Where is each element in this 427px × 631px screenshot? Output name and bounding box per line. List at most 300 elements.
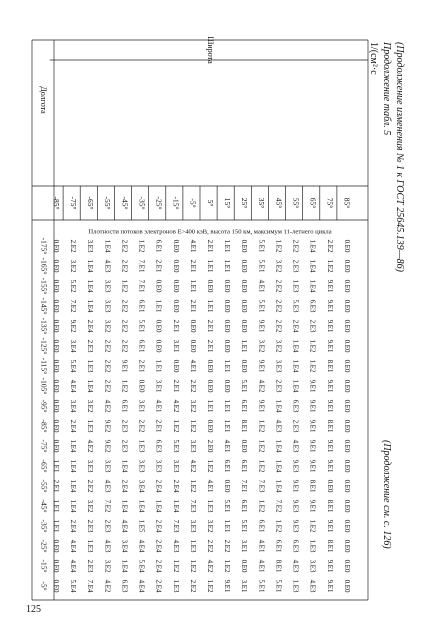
table-cell: 5.E4 — [69, 579, 77, 593]
table-cell: 0.E0 — [51, 539, 59, 553]
table-cell: 2.E4 — [120, 479, 128, 493]
table-cell: 7.E1 — [137, 279, 145, 293]
table-cell: 0.E0 — [205, 359, 213, 373]
table-cell: 9.E1 — [325, 279, 333, 293]
table-cell: 5.E1 — [274, 579, 282, 593]
latitude-header: -35° — [137, 196, 147, 210]
table-cell: 2.E4 — [154, 519, 162, 533]
longitude-label: -155° — [39, 277, 49, 295]
table-cell: 6.E1 — [137, 299, 145, 313]
latitude-header: 45° — [274, 197, 284, 209]
table-cell: 4.E4 — [137, 539, 145, 553]
table-cell: 0.E0 — [154, 319, 162, 333]
table-cell: 5.E4 — [69, 359, 77, 373]
table-cell: 0.E0 — [51, 259, 59, 273]
table-cell: 7.E3 — [188, 499, 196, 513]
table-cell: 0.E0 — [223, 339, 231, 353]
table-cell: 6.E1 — [223, 459, 231, 473]
table-cell: 3.E3 — [154, 459, 162, 473]
table-cell: 2.E4 — [69, 519, 77, 533]
longitude-label: -5° — [39, 581, 49, 591]
table-cell: 0.E0 — [342, 259, 350, 273]
table-cell: 2.E2 — [120, 299, 128, 313]
table-cell: 9.E2 — [103, 419, 111, 433]
table-cell: 1.E2 — [188, 419, 196, 433]
table-cell: 1.E4 — [69, 439, 77, 453]
table-cell: 2.E3 — [274, 379, 282, 393]
table-cell: 5.E1 — [257, 239, 265, 253]
table-cell: 4.E2 — [188, 459, 196, 473]
table-cell: 9.E1 — [325, 339, 333, 353]
table-cell: 9.E1 — [257, 319, 265, 333]
table-cell: 0.E0 — [240, 239, 248, 253]
table-cell: 1.E4 — [291, 379, 299, 393]
table-cell: 5.E3 — [291, 299, 299, 313]
table-cell: 1.E2 — [188, 479, 196, 493]
table-cell: 0.E0 — [342, 579, 350, 593]
table-cell: 0.E0 — [240, 279, 248, 293]
table-cell: 0.E0 — [51, 359, 59, 373]
table-cell: 1.E2 — [257, 499, 265, 513]
latitude-header: -5° — [188, 198, 198, 208]
latitude-header: 15° — [222, 197, 232, 209]
table-cell: 6.E1 — [240, 499, 248, 513]
latitude-header: 55° — [291, 197, 301, 209]
table-cell: 7.E1 — [137, 259, 145, 273]
table-cell: 0.E0 — [51, 319, 59, 333]
table-cell: 0.E0 — [51, 419, 59, 433]
table-cell: 8.E1 — [325, 359, 333, 373]
table-cell: 1.E4 — [308, 239, 316, 253]
table-cell: 9.E1 — [325, 299, 333, 313]
table-cell: 8.E1 — [274, 559, 282, 573]
table-cell: 1.E3 — [308, 539, 316, 553]
table-cell: 9.E1 — [325, 399, 333, 413]
table-cell: 1.E1 — [205, 299, 213, 313]
table-cell: 9.E3 — [291, 459, 299, 473]
table-cell: 3.E1 — [240, 539, 248, 553]
table-cell: 0.E0 — [171, 279, 179, 293]
table-cell: 2.E2 — [291, 239, 299, 253]
table-cell: 5.E3 — [171, 439, 179, 453]
table-cell: 1.E1 — [205, 399, 213, 413]
table-cell: 0.E0 — [154, 339, 162, 353]
table-cell: 1.E2 — [223, 559, 231, 573]
latitude-header: 85° — [342, 197, 352, 209]
table-cell: 1.E3 — [188, 539, 196, 553]
table-cell: 1.E5 — [137, 519, 145, 533]
latitude-header: 5° — [205, 199, 215, 207]
table-cell: 1.E2 — [120, 379, 128, 393]
table-cell: 1.E4 — [86, 299, 94, 313]
table-cell: 4.E1 — [257, 559, 265, 573]
table-cell: 3.E4 — [69, 339, 77, 353]
table-cell: 1.E2 — [188, 559, 196, 573]
table-cell: 4.E1 — [257, 539, 265, 553]
table-cell: 0.E0 — [205, 419, 213, 433]
table-cell: 4.E1 — [188, 239, 196, 253]
table-cell: 0.E0 — [240, 359, 248, 373]
table-cell: 0.E0 — [51, 559, 59, 573]
table-cell: 0.E0 — [342, 359, 350, 373]
table-cell: 0.E0 — [51, 379, 59, 393]
latitude-header: -55° — [103, 196, 113, 210]
table-cell: 3.E3 — [86, 239, 94, 253]
table-cell: 1.E4 — [103, 239, 111, 253]
table-cell: 9.E1 — [308, 459, 316, 473]
table-cell: 1.E2 — [257, 459, 265, 473]
table-cell: 1.E4 — [69, 459, 77, 473]
table-cell: 5.E1 — [137, 319, 145, 333]
table-cell: 3.E3 — [171, 459, 179, 473]
table-cell: 1.E1 — [51, 499, 59, 513]
table-cell: 9.E1 — [325, 459, 333, 473]
table-cell: 2.E1 — [154, 419, 162, 433]
table-cell: 3.E3 — [274, 359, 282, 373]
table-cell: 9.E1 — [308, 499, 316, 513]
table-cell: 0.E0 — [240, 299, 248, 313]
table-cell: 8.E1 — [240, 419, 248, 433]
latitude-group-header: Широта — [206, 36, 216, 64]
table-cell: 4.E2 — [257, 379, 265, 393]
table-cell: 2.E1 — [137, 359, 145, 373]
table-cell: 2.E3 — [308, 319, 316, 333]
table-cell: 6.E3 — [308, 299, 316, 313]
table-cell: 1.E3 — [86, 419, 94, 433]
table-cell: 3.E2 — [103, 319, 111, 333]
table-cell: 3.E2 — [86, 499, 94, 513]
table-cell: 0.E0 — [240, 259, 248, 273]
table-cell: 4.E2 — [205, 559, 213, 573]
table-cell: 9.E1 — [308, 439, 316, 453]
table-cell: 9.E1 — [325, 559, 333, 573]
table-cell: 6.E3 — [154, 439, 162, 453]
table-cell: 1.E2 — [308, 519, 316, 533]
table-cell: 0.E0 — [240, 319, 248, 333]
table-cell: 3.E3 — [137, 459, 145, 473]
table-cell: 1.E1 — [205, 259, 213, 273]
table-cell: 2.E4 — [154, 539, 162, 553]
longitude-header: Долгота — [39, 86, 49, 114]
table-cell: 4.E1 — [257, 279, 265, 293]
table-cell: 2.E4 — [154, 579, 162, 593]
table-cell: 1.E1 — [51, 519, 59, 533]
table-cell: 2.E4 — [86, 319, 94, 333]
table-cell: 1.E2 — [120, 279, 128, 293]
table-cell: 4.E4 — [137, 579, 145, 593]
table-cell: 1.E1 — [188, 279, 196, 293]
table-cell: 2.E1 — [205, 239, 213, 253]
table-cell: 1.E1 — [154, 299, 162, 313]
table-cell: 0.E0 — [240, 559, 248, 573]
table-cell: 0.E0 — [342, 339, 350, 353]
table-cell: 4.E1 — [188, 359, 196, 373]
table-cell: 2.E4 — [291, 319, 299, 333]
table-cell: 1.E2 — [171, 419, 179, 433]
table-cell: 0.E0 — [188, 339, 196, 353]
table-cell: 4.E4 — [69, 539, 77, 553]
table-cell: 3.E3 — [103, 279, 111, 293]
table-cell: 4.E4 — [69, 379, 77, 393]
table-cell: 1.E2 — [274, 239, 282, 253]
table-cell: 2.E2 — [103, 379, 111, 393]
table-cell: 2.E4 — [171, 479, 179, 493]
table-cell: 2.E3 — [120, 419, 128, 433]
table-cell: 2.E2 — [120, 319, 128, 333]
latitude-header: -25° — [154, 196, 164, 210]
table-cell: 0.E0 — [171, 359, 179, 373]
table-cell: 2.E4 — [154, 479, 162, 493]
table-cell: 4.E2 — [103, 579, 111, 593]
table-cell: 9.E2 — [103, 439, 111, 453]
table-cell: 0.E0 — [240, 439, 248, 453]
table-cell: 1.E1 — [154, 359, 162, 373]
table-cell: 1.E4 — [120, 459, 128, 473]
table-cell: 6.E1 — [274, 539, 282, 553]
table-cell: 2.E3 — [86, 339, 94, 353]
table-cell: 4.E3 — [308, 579, 316, 593]
table-cell: 0.E0 — [342, 399, 350, 413]
table-cell: 3.E4 — [69, 399, 77, 413]
table-cell: 1.E4 — [274, 479, 282, 493]
table-cell: 2.E3 — [86, 559, 94, 573]
table-cell: 2.E2 — [103, 359, 111, 373]
table-cell: 1.E3 — [205, 499, 213, 513]
table-cell: 2.E3 — [103, 519, 111, 533]
table-cell: 9.E1 — [291, 479, 299, 493]
table-cell: 8.E1 — [325, 419, 333, 433]
latitude-header: 75° — [325, 197, 335, 209]
table-cell: 2.E2 — [274, 279, 282, 293]
latitude-header: 35° — [257, 197, 267, 209]
table-cell: 3.E2 — [69, 259, 77, 273]
table-cell: 0.E0 — [171, 259, 179, 273]
table-cell: 1.E4 — [86, 259, 94, 273]
table-cell: 1.E4 — [86, 379, 94, 393]
table-cell: 1.E3 — [137, 439, 145, 453]
table-cell: 5.E1 — [257, 259, 265, 273]
table-cell: 3.E3 — [103, 299, 111, 313]
table-cell: 3.E1 — [154, 379, 162, 393]
table-cell: 9.E1 — [325, 319, 333, 333]
table-cell: 1.E4 — [291, 359, 299, 373]
table-cell: 0.E0 — [342, 459, 350, 473]
table-cell: 3.E2 — [257, 339, 265, 353]
table-cell: 1.E4 — [69, 499, 77, 513]
table-cell: 9.E1 — [308, 399, 316, 413]
table-cell: 9.E1 — [257, 399, 265, 413]
longitude-label: -95° — [39, 399, 49, 413]
table-cell: 1.E4 — [274, 439, 282, 453]
table-cell: 9.E3 — [291, 519, 299, 533]
table-cell: 7.E4 — [86, 579, 94, 593]
table-cell: 0.E0 — [342, 239, 350, 253]
longitude-label: -165° — [39, 257, 49, 275]
table-cell: 1.E4 — [120, 559, 128, 573]
table-cell: 1.E4 — [69, 479, 77, 493]
table-cell: 9.E1 — [325, 439, 333, 453]
table-cell: 4.E3 — [103, 539, 111, 553]
table-cell: 3.E1 — [240, 579, 248, 593]
table-cell: 1.E4 — [171, 499, 179, 513]
table-cell: 2.E1 — [51, 479, 59, 493]
table-cell: 0.E0 — [223, 279, 231, 293]
latitude-header: 65° — [308, 197, 318, 209]
table-cell: 6.E1 — [137, 339, 145, 353]
table-cell: 9.E1 — [325, 579, 333, 593]
table-cell: 0.E0 — [223, 379, 231, 393]
table-cell: 9.E3 — [291, 499, 299, 513]
table-cell: 0.E0 — [51, 339, 59, 353]
table-cell: 6.E3 — [291, 399, 299, 413]
table-cell: 0.E0 — [205, 279, 213, 293]
table-cell: 1.E2 — [257, 439, 265, 453]
table-cell: 3.E2 — [205, 519, 213, 533]
table-subtitle: Плотности потоков электронов E>400 кэВ, высота 150 км, максимум 11-летнего цикла — [88, 228, 332, 236]
table-cell: 4.E4 — [120, 519, 128, 533]
table-cell: 1.E1 — [223, 519, 231, 533]
table-cell: 1.E1 — [223, 359, 231, 373]
table-cell: 7.E3 — [257, 479, 265, 493]
table-cell: 1.E2 — [171, 559, 179, 573]
table-cell: 2.E3 — [86, 519, 94, 533]
table-cell: 0.E0 — [51, 399, 59, 413]
table-cell: 0.E0 — [51, 239, 59, 253]
table-cell: 1.E4 — [154, 499, 162, 513]
table-cell: 6.E1 — [240, 459, 248, 473]
table-cell: 9.E1 — [325, 379, 333, 393]
table-cell: 6.E1 — [154, 239, 162, 253]
table-cell: 1.E4 — [308, 259, 316, 273]
table-cell: 2.E2 — [325, 239, 333, 253]
table-cell: 2.E2 — [137, 419, 145, 433]
table-cell: 0.E0 — [51, 579, 59, 593]
table-cell: 2.E3 — [291, 259, 299, 273]
table-cell: 4.E1 — [223, 439, 231, 453]
table-cell: 8.E1 — [325, 499, 333, 513]
table-cell: 5.E2 — [69, 279, 77, 293]
table-cell: 2.E2 — [274, 299, 282, 313]
table-cell: 1.E3 — [86, 359, 94, 373]
table-cell: 1.E4 — [274, 399, 282, 413]
table-cell: 2.E1 — [171, 379, 179, 393]
table-cell: 5.E1 — [257, 579, 265, 593]
table-cell: 5.E1 — [257, 299, 265, 313]
table-cell: 7.E2 — [103, 499, 111, 513]
table-cell: 2.E2 — [274, 319, 282, 333]
table-cell: 7.E2 — [274, 499, 282, 513]
table-cell: 2.E4 — [69, 419, 77, 433]
table-cell: 1.E4 — [308, 279, 316, 293]
table-cell: 0.E0 — [51, 439, 59, 453]
table-cell: 1.E4 — [120, 499, 128, 513]
table-cell: 1.E1 — [51, 459, 59, 473]
page-number: 125 — [26, 604, 41, 615]
table-cell: 5.E1 — [223, 499, 231, 513]
table-cell: 3.E3 — [308, 559, 316, 573]
table-cell: 2.E3 — [120, 439, 128, 453]
table-cell: 1.E1 — [223, 399, 231, 413]
table-cell: 2.E2 — [69, 239, 77, 253]
table-cell: 0.E0 — [342, 379, 350, 393]
table-cell: 0.E0 — [154, 279, 162, 293]
latitude-header: -75° — [68, 196, 78, 210]
table-cell: 2.E2 — [120, 239, 128, 253]
table-cell: 1.E3 — [291, 279, 299, 293]
table-cell: 3.E1 — [171, 339, 179, 353]
table-cell: 2.E2 — [86, 479, 94, 493]
table-cell: 1.E3 — [86, 539, 94, 553]
table-cell: 8.E1 — [325, 539, 333, 553]
table-cell: 0.E0 — [188, 319, 196, 333]
table-cell: 2.E1 — [154, 259, 162, 273]
longitude-label: -85° — [39, 419, 49, 433]
table-cell: 9.E1 — [257, 359, 265, 373]
longitude-label: -35° — [39, 519, 49, 533]
table-cell: 2.E1 — [188, 259, 196, 273]
table-cell: 0.E0 — [342, 299, 350, 313]
table-cell: 3.E2 — [188, 399, 196, 413]
longitude-label: -105° — [39, 377, 49, 395]
longitude-label: -145° — [39, 297, 49, 315]
longitude-label: -15° — [39, 559, 49, 573]
continuation-caption: Продолжение табл. 5 — [381, 42, 392, 136]
table-cell: 4.E3 — [291, 439, 299, 453]
table-cell: 0.E0 — [342, 479, 350, 493]
table-cell: 1.E4 — [137, 499, 145, 513]
table-cell: 1.E2 — [325, 259, 333, 273]
latitude-header: 25° — [240, 197, 250, 209]
table-cell: 1.E1 — [223, 239, 231, 253]
latitude-header: -45° — [120, 196, 130, 210]
table-cell: 0.E0 — [223, 479, 231, 493]
table-cell: 4.E4 — [69, 559, 77, 573]
table-cell: 3.E3 — [103, 459, 111, 473]
table-cell: 2.E1 — [188, 299, 196, 313]
continuation-footer: (Продолжение см. с. 126) — [381, 440, 392, 549]
table-cell: 4.E2 — [103, 399, 111, 413]
table-cell: 3.E3 — [188, 439, 196, 453]
table-cell: 0.E0 — [171, 299, 179, 313]
table-cell: 3.E4 — [137, 479, 145, 493]
table-cell: 2.E2 — [120, 339, 128, 353]
table-cell: 1.E1 — [223, 419, 231, 433]
table-cell: 0.E0 — [51, 279, 59, 293]
table-cell: 3.E3 — [188, 519, 196, 533]
table-cell: 0.E0 — [205, 379, 213, 393]
table-cell: 0.E0 — [342, 319, 350, 333]
table-cell: 2.E1 — [171, 319, 179, 333]
table-cell: 3.E4 — [120, 539, 128, 553]
table-cell: 2.E2 — [120, 259, 128, 273]
table-cell: 1.E2 — [257, 419, 265, 433]
table-cell: 7.E3 — [171, 519, 179, 533]
table-cell: 1.E2 — [274, 519, 282, 533]
units-label: 1/(см²·с — [368, 42, 379, 75]
table-cell: 4.E1 — [205, 479, 213, 493]
table-cell: 2.E0 — [205, 439, 213, 453]
longitude-label: -25° — [39, 539, 49, 553]
table-cell: 2.E1 — [205, 339, 213, 353]
longitude-label: -135° — [39, 317, 49, 335]
table-cell: 3.E2 — [274, 259, 282, 273]
table-cell: 1.E1 — [223, 259, 231, 273]
longitude-label: -65° — [39, 459, 49, 473]
table-cell: 7.E2 — [69, 299, 77, 313]
longitude-label: -55° — [39, 479, 49, 493]
table-cell: 2.E2 — [188, 379, 196, 393]
latitude-header: -85° — [51, 196, 61, 210]
